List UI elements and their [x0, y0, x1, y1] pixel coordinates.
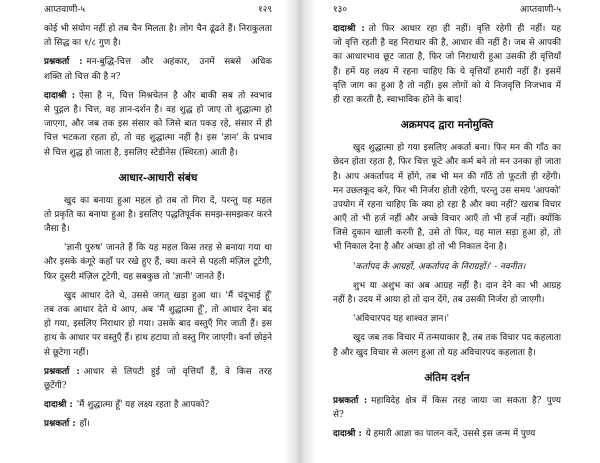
paragraph — [333, 141, 561, 255]
text-line: 'कर्तापद के आग्रहों, अकर्तापद के निराग्रहों।' - नवनीत। — [353, 261, 526, 272]
page-body — [44, 22, 272, 432]
dialogue-paragraph — [44, 417, 272, 431]
paragraph — [333, 331, 561, 359]
paragraph — [44, 289, 272, 360]
text-line: जाएगा, और जब तक इस संसार को जिसे बात पकड़ रहे, संसार में ही — [44, 119, 272, 130]
text-line: छेदन होता रहता है, फिर चित्त फूटे और कर्म बने तो मन उनका हो जाता — [333, 157, 561, 168]
text-line: जैसा है। — [44, 224, 70, 235]
dialogue-paragraph — [44, 55, 272, 83]
line-text: ऐसा है न, चित्त मिश्रचेतन है और बाकी सब तो स्वभाव — [79, 90, 272, 101]
text-line: कोई भी संयोग नहीं हो तब चैन मिलता है। लोग चैन ढूंढते हैं। निराकुलता — [44, 24, 272, 34]
text-line: हाथ के आधार पर वस्तुएँ हैं। हाथ हटाया तो वस्तु गिर जाएगी। वर्ना छोड़ने — [44, 333, 272, 344]
speaker-label: प्रश्नकर्ता : — [44, 57, 83, 68]
paragraph — [44, 22, 272, 50]
text-line: भी निकाल देना है और अच्छा हो तो भी निकाल देना है। — [333, 242, 507, 253]
dialogue-paragraph — [333, 394, 561, 422]
dialogue-paragraph — [44, 365, 272, 393]
section-heading: अंतिम दर्शन — [424, 371, 470, 384]
text-line: छूटेंगी? — [44, 380, 67, 391]
text-line: से छूटेगा नहीं। — [44, 347, 89, 358]
line-text: आधार से लिपटी हुई जो वृत्तियाँ हैं, वे किस तरह — [83, 366, 272, 377]
line-text: 'मैं शुद्धात्मा हूँ' यह लक्ष्य रहता है आपको? — [76, 400, 210, 411]
page-header — [44, 4, 272, 17]
text-line: शुभ या अशुभ का अब आग्रह नहीं है। दान देने का भी आग्रह — [353, 280, 561, 291]
quote — [333, 260, 561, 274]
text-line: उपयोग में रहना चाहिए कि क्या हो रहा है और क्या नहीं? खराब विचार — [333, 199, 561, 210]
page-body — [333, 22, 561, 441]
text-line: खुद जब तक विचार में तन्मयाकार है, तब तक विचार पद कहलाता — [353, 333, 561, 344]
text-line: जिसे दुकान खाली करनी है, उसे तो फिर, यह माल सड़ा हुआ हो, तो — [333, 228, 561, 239]
text-line: खुद का बनाया हुआ महल हो तब तो गिरा दें, परन्तु यह महल — [64, 195, 272, 206]
text-line: फिर दूसरी मंज़िल टूटेगी, यह सबकुछ तो 'ज्ञानी' जानते हैं। — [44, 271, 225, 282]
page-number: १२९ — [257, 5, 272, 15]
text-line: शक्ति तो चित्त की है न? — [44, 71, 121, 82]
speaker-label: दादाश्री : — [44, 90, 76, 101]
text-line: का आधारभाव छूट जाता है, फिर जो निराधारी हुआ उसकी ही वृत्तियाँ — [333, 52, 561, 63]
line-text: ये हमारी आज्ञा का पालन करें, उससे इस जन्म में पुण्य — [365, 429, 536, 440]
speaker-label: दादाश्री : — [333, 429, 362, 440]
line-text: तो फिर आधार रहा ही नहीं। वृत्ति रहेगी ही नहीं। यह — [368, 24, 561, 34]
paragraph — [44, 194, 272, 237]
text-line: नहीं है। उदय में आया हो तो दान देंगे, तब उसकी निर्जरा हो जाएगी। — [333, 295, 545, 305]
text-line: मन उछलकूद करे, फिर भी निर्जरा होती रहेगी, परन्तु उस समय 'आपको' — [333, 185, 561, 196]
text-line: खुद शुद्धात्मा हो गया इसलिए अकर्ता बना। फिर मन की गाँठ का — [353, 143, 561, 154]
line-text: हाँ। — [79, 419, 90, 430]
text-line — [44, 365, 272, 379]
text-line — [44, 55, 272, 69]
speaker-label: प्रश्नकर्ता : — [44, 419, 76, 430]
left-page — [44, 0, 272, 463]
text-line — [44, 417, 272, 431]
text-line: से? — [333, 409, 344, 420]
text-line: से पुद्गल है। चित्त, वह ज्ञान-दर्शन है। वह शुद्ध हो जाए तो शुद्धात्मा हो — [44, 104, 272, 115]
paragraph — [44, 241, 272, 284]
text-line: तो प्रकृति का बनाया हुआ है। इसलिए पद्धतिपूर्वक समझ-समझकर करने — [44, 209, 272, 220]
text-line: हो गया, इसलिए निराधार हो गया। उसके बाद वस्तुएँ गिर जाती हैं। इस — [44, 319, 272, 330]
text-line: है और खुद विचार से अलग हुआ तो यह अविचारपद कहलाता है। — [333, 347, 536, 358]
text-line — [44, 398, 272, 412]
text-line: ही रहा करती है, स्वाभाविक होने के बाद! — [333, 94, 463, 105]
dialogue-paragraph — [44, 89, 272, 160]
text-line: 'ज्ञानी पुरुष' जानते हैं कि यह महल किस तरह से बनाया गया था — [64, 243, 272, 254]
line-text: महाविदेह क्षेत्र में किस तरह जाया जा सकता है? पुण्य — [371, 395, 561, 406]
text-line — [333, 394, 561, 408]
text-line — [333, 22, 561, 36]
book-gutter — [284, 0, 316, 463]
dialogue-paragraph — [333, 427, 561, 441]
text-line: से चित्त शुद्ध हो जाता है, इसलिए स्टेडीनेस (स्थिरता) आती है। — [44, 147, 238, 158]
text-line: जो वृत्ति रहती है वह निराधार की है, आधार की नहीं है। जब से आपकी — [333, 38, 561, 49]
text-line: तब तक आधार देते थे आप, अब 'मैं शुद्धात्मा हूँ', तो आधार देना बंद — [44, 305, 272, 315]
right-page — [333, 0, 561, 463]
text-line: हैं। हमें यह लक्ष्य में रहना चाहिए कि ये वृत्तियाँ हमारी नहीं हैं। इसमें — [333, 66, 561, 77]
speaker-label: दादाश्री : — [333, 24, 365, 34]
page-number: १३० — [333, 5, 348, 15]
dialogue-paragraph — [333, 22, 561, 107]
running-title: आप्तवाणी-५ — [44, 5, 85, 15]
quote — [333, 312, 561, 326]
text-line: चित्त भटकता रहता हो, तो वह शुद्धात्मा नहीं है। इस 'ज्ञान' के प्रभाव — [44, 133, 272, 144]
paragraph — [333, 279, 561, 307]
page-header — [333, 4, 561, 17]
speaker-label: प्रश्नकर्ता : — [44, 366, 80, 377]
speaker-label: प्रश्नकर्ता : — [333, 395, 368, 406]
text-line: तो सिद्ध का १/८ गुण है। — [44, 38, 121, 49]
running-title: आप्तवाणी-५ — [520, 5, 561, 15]
dialogue-paragraph — [44, 398, 272, 412]
speaker-label: दादाश्री : — [44, 400, 73, 411]
text-line — [333, 427, 561, 441]
text-line: 'अविचारपद यह शाश्वत ज्ञान।' — [353, 314, 450, 325]
text-line: खुद आधार देते थे, उससे जगत् खड़ा हुआ था। 'मैं चंदूभाई हूँ' — [64, 290, 272, 301]
text-line: वृत्ति जाग का हुआ है तो नहीं। इस लोगों को ये निजवृत्ति निजभाव में — [333, 80, 561, 91]
text-line: और इसके कंगूरे कहाँ पर रखे हुए हैं, क्या करने से पहली मंज़िल टूटेगी, — [44, 257, 272, 268]
text-line: है। आप अकर्तापद में होंगे, तब भी मन की गाँठें तो फूटती ही रहेंगी। — [333, 171, 561, 182]
text-line: आएँ तो भी हर्ज नहीं और अच्छे विचार आएँ तो भी हर्ज नहीं। क्योंकि — [333, 214, 561, 225]
section-heading: अक्रमपद द्वारा मनोमुक्ति — [400, 119, 494, 132]
line-text: मन-बुद्धि-चित्त और अहंकार, उनमें सबसे अधिक — [86, 57, 272, 68]
text-line — [44, 89, 272, 103]
section-heading: आधार-आधारी संबंध — [118, 171, 198, 184]
